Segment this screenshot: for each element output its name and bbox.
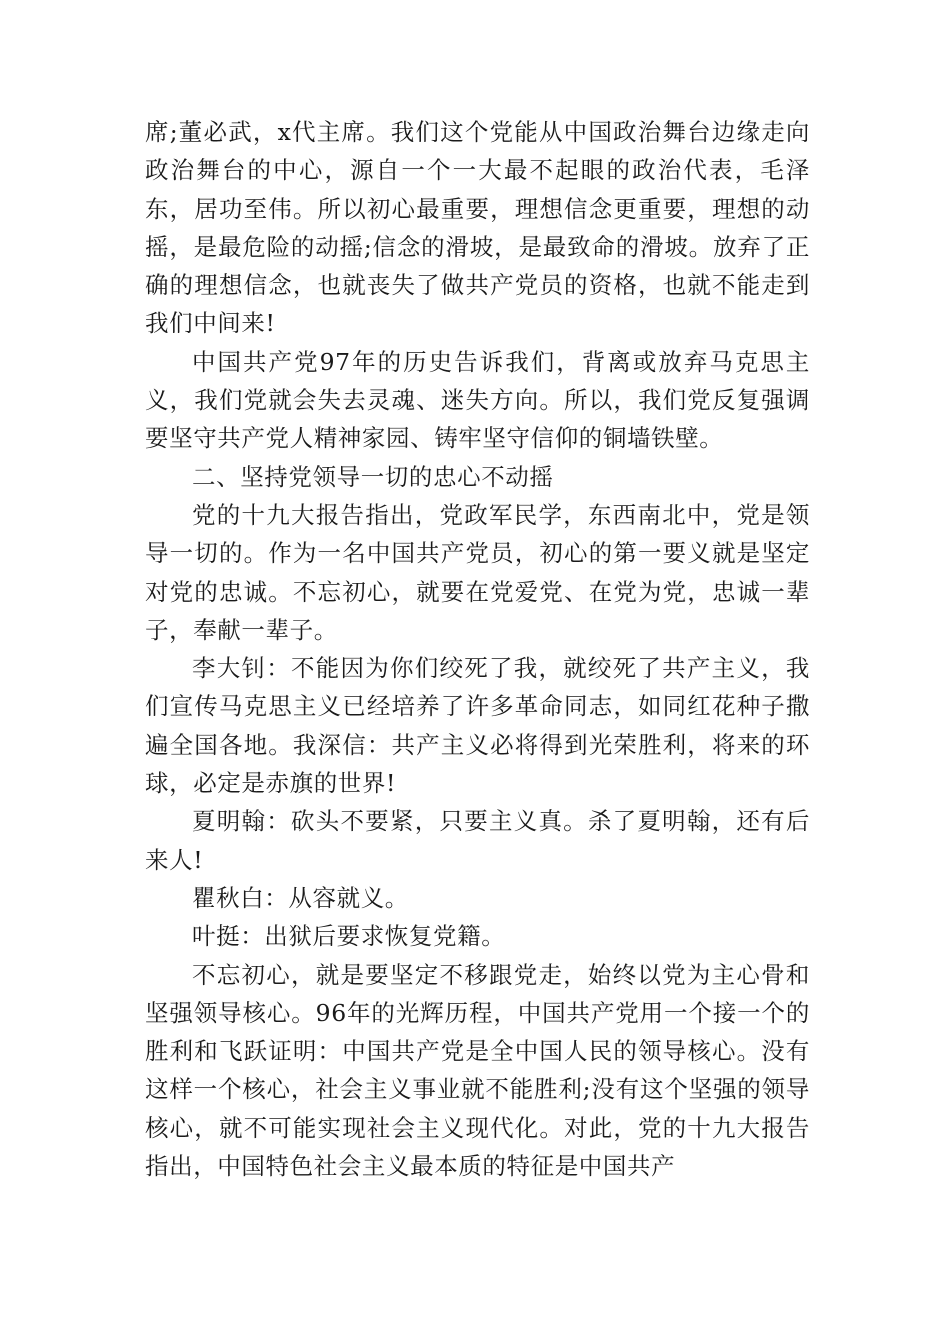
paragraph-core-leadership: 不忘初心，就是要坚定不移跟党走，始终以党为主心骨和坚强领导核心。96年的光辉历程，中国共产党用一个接一个的胜利和飞跃证明：中国共产党是全中国人民的领导核心。没有这样一个核心，社会主义事业就不能胜利;没有这个坚强的领导核心，就不可能实现社会主义现代化。对此，党的十九大报告指出，中国特色社会主义最本质的特征是中国共产 xyxy=(145,960,810,1181)
document-page xyxy=(145,113,810,1185)
paragraph-ye-ting: 叶挺：出狱后要求恢复党籍。 xyxy=(192,922,506,951)
paragraph-report: 党的十九大报告指出，党政军民学，东西南北中，党是领导一切的。作为一名中国共产党员，初心的第一要义就是坚定对党的忠诚。不忘初心，就要在党爱党、在党为党，忠诚一辈子，奉献一辈子。 xyxy=(145,500,810,644)
paragraph-quote-li-dazhao: 李大钊：不能因为你们绞死了我，就绞死了共产主义，我们宣传马克思主义已经培养了许多革命同志，如同红花种子撒遍全国各地。我深信：共产主义必将得到光荣胜利，将来的环球，必定是赤旗的世界! xyxy=(145,654,810,798)
paragraph-qu-qiubai: 瞿秋白：从容就义。 xyxy=(192,883,409,912)
section-heading: 二、坚持党领导一切的忠心不动摇 xyxy=(192,462,554,491)
paragraph-history: 中国共产党97年的历史告诉我们，背离或放弃马克思主义，我们党就会失去灵魂、迷失方向。所以，我们党反复强调要坚守共产党人精神家园、铸牢坚守信仰的铜墙铁壁。 xyxy=(145,347,810,453)
paragraph-continuation: 席;董必武，x代主席。我们这个党能从中国政治舞台边缘走向政治舞台的中心，源自一个一大最不起眼的政治代表，毛泽东，居功至伟。所以初心最重要，理想信念更重要，理想的动摇，是最危险的动摇;信念的滑坡，是最致命的滑坡。放弃了正确的理想信念，也就丧失了做共产党员的资格，也就不能走到我们中间来! xyxy=(145,118,810,338)
paragraph-quote-xia-minghan: 夏明翰：砍头不要紧，只要主义真。杀了夏明翰，还有后来人! xyxy=(145,807,810,874)
